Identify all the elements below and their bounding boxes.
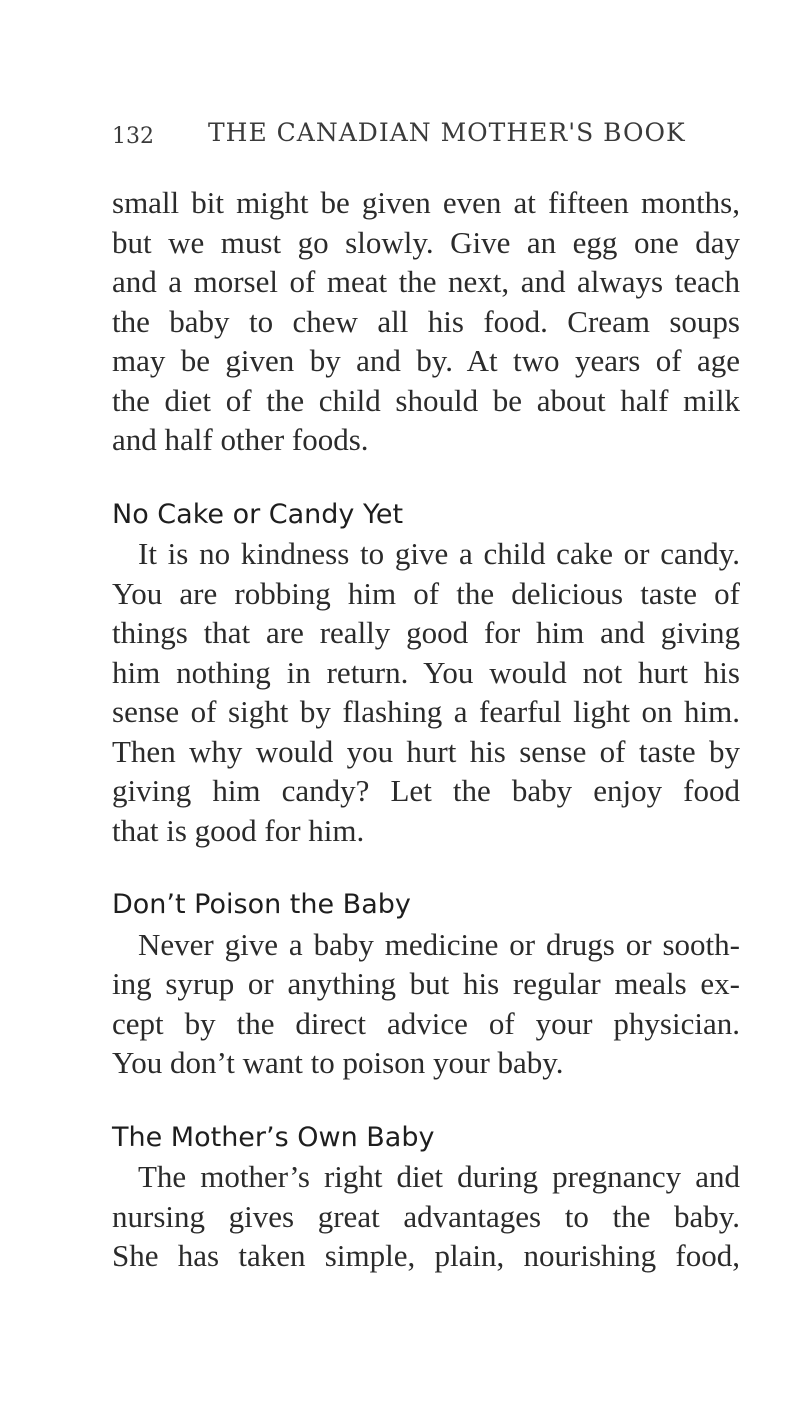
paragraph-line: the baby to chew all his food. Cream soups [112, 303, 740, 339]
paragraph-line: nursing gives great advantages to the baby. [112, 1198, 740, 1234]
section-dont-poison-the-baby [112, 885, 740, 1083]
running-head-title: THE CANADIAN MOTHER'S BOOK [208, 118, 686, 147]
paragraph-line: She has taken simple, plain, nourishing food, [112, 1238, 740, 1273]
section-no-cake-or-candy [112, 495, 740, 851]
section-heading: The Mother’s Own Baby [112, 1121, 435, 1153]
paragraph-line: The mother’s right diet during pregnancy and [138, 1159, 740, 1194]
paragraph-line: him nothing in return. You would not hurt his [112, 654, 740, 690]
paragraph-line: Never give a baby medicine or drugs or sooth- [138, 926, 740, 962]
paragraph-line: the diet of the child should be about half milk [112, 382, 740, 418]
paragraph-line: Then why would you hurt his sense of taste by [112, 733, 740, 769]
page-body [112, 183, 740, 1276]
paragraph-line: things that are really good for him and giving [112, 615, 740, 650]
paragraph-line: You are robbing him of the delicious taste of [112, 575, 740, 611]
section-heading: No Cake or Candy Yet [112, 498, 404, 530]
section-the-mothers-own-baby [112, 1118, 740, 1276]
paragraph-line: and half other foods. [112, 422, 369, 457]
paragraph-line: giving him candy? Let the baby enjoy food [112, 773, 740, 808]
paragraph-line: It is no kindness to give a child cake or candy. [138, 536, 740, 571]
paragraph-line: You don’t want to poison your baby. [112, 1045, 564, 1080]
paragraph-line: sense of sight by flashing a fearful light on him. [112, 694, 740, 729]
page-number: 132 [112, 124, 154, 149]
paragraph-line: and a morsel of meat the next, and always teach [112, 264, 740, 299]
opening-paragraph [112, 183, 740, 460]
paragraph-line: small bit might be given even at fifteen months, [112, 185, 740, 220]
paragraph-line: ing syrup or anything but his regular meals ex- [112, 966, 740, 1001]
paragraph-line: that is good for him. [112, 812, 365, 848]
paragraph-line: may be given by and by. At two years of age [112, 343, 740, 378]
section-heading: Don’t Poison the Baby [112, 889, 411, 920]
paragraph-line: cept by the direct advice of your physician. [112, 1005, 740, 1041]
paragraph-line: but we must go slowly. Give an egg one day [112, 224, 740, 260]
